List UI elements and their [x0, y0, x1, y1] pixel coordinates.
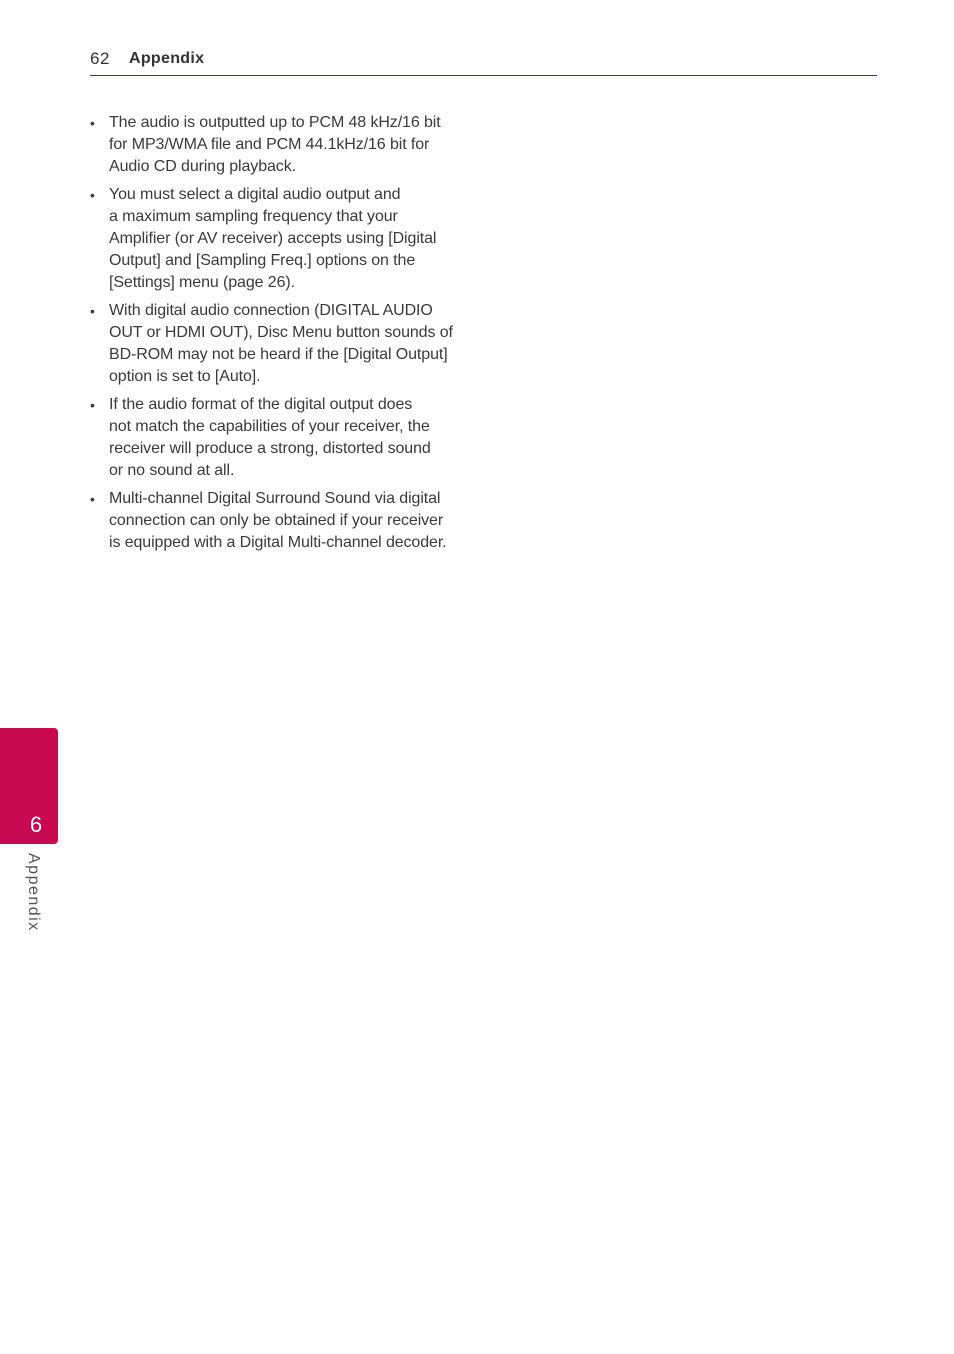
note-line: With digital audio connection (DIGITAL AUDIO — [109, 302, 433, 319]
bullet-icon: • — [90, 187, 95, 203]
note-line: You must select a digital audio output and — [109, 186, 401, 203]
chapter-tab — [0, 728, 58, 844]
note-item — [90, 112, 480, 178]
note-line: Audio CD during playback. — [109, 158, 296, 175]
note-line: OUT or HDMI OUT), Disc Menu button sounds of — [109, 324, 453, 341]
note-line: connection can only be obtained if your receiver — [109, 512, 444, 529]
note-line: [Settings] menu (page 26). — [109, 274, 295, 291]
section-title: Appendix — [129, 50, 205, 67]
note-line: is equipped with a Digital Multi-channel decoder. — [109, 534, 447, 551]
note-line: Amplifier (or AV receiver) accepts using [Digital — [109, 230, 437, 247]
bullet-icon: • — [90, 303, 95, 319]
notes-list — [90, 112, 480, 560]
page-number: 62 — [90, 49, 110, 68]
note-line: receiver will produce a strong, distorted sound — [109, 440, 431, 457]
note-line: The audio is outputted up to PCM 48 kHz/16 bit — [109, 114, 441, 131]
note-item — [90, 300, 480, 388]
page-header — [90, 47, 877, 76]
note-line: or no sound at all. — [109, 462, 235, 479]
note-item — [90, 394, 480, 482]
chapter-number: 6 — [29, 812, 43, 837]
note-line: BD-ROM may not be heard if the [Digital Output] — [109, 346, 448, 363]
bullet-icon: • — [90, 491, 95, 507]
bullet-icon: • — [90, 397, 95, 413]
note-line: If the audio format of the digital output does — [109, 396, 413, 413]
chapter-label: Appendix — [25, 853, 42, 932]
note-line: not match the capabilities of your receiver, the — [109, 418, 430, 435]
note-line: option is set to [Auto]. — [109, 368, 261, 385]
bullet-icon: • — [90, 115, 95, 131]
note-item — [90, 488, 480, 554]
note-line: Multi-channel Digital Surround Sound via digital — [109, 490, 441, 507]
note-line: for MP3/WMA file and PCM 44.1kHz/16 bit for — [109, 136, 430, 153]
note-line: Output] and [Sampling Freq.] options on the — [109, 252, 416, 269]
note-item — [90, 184, 480, 294]
note-line: a maximum sampling frequency that your — [109, 208, 398, 225]
